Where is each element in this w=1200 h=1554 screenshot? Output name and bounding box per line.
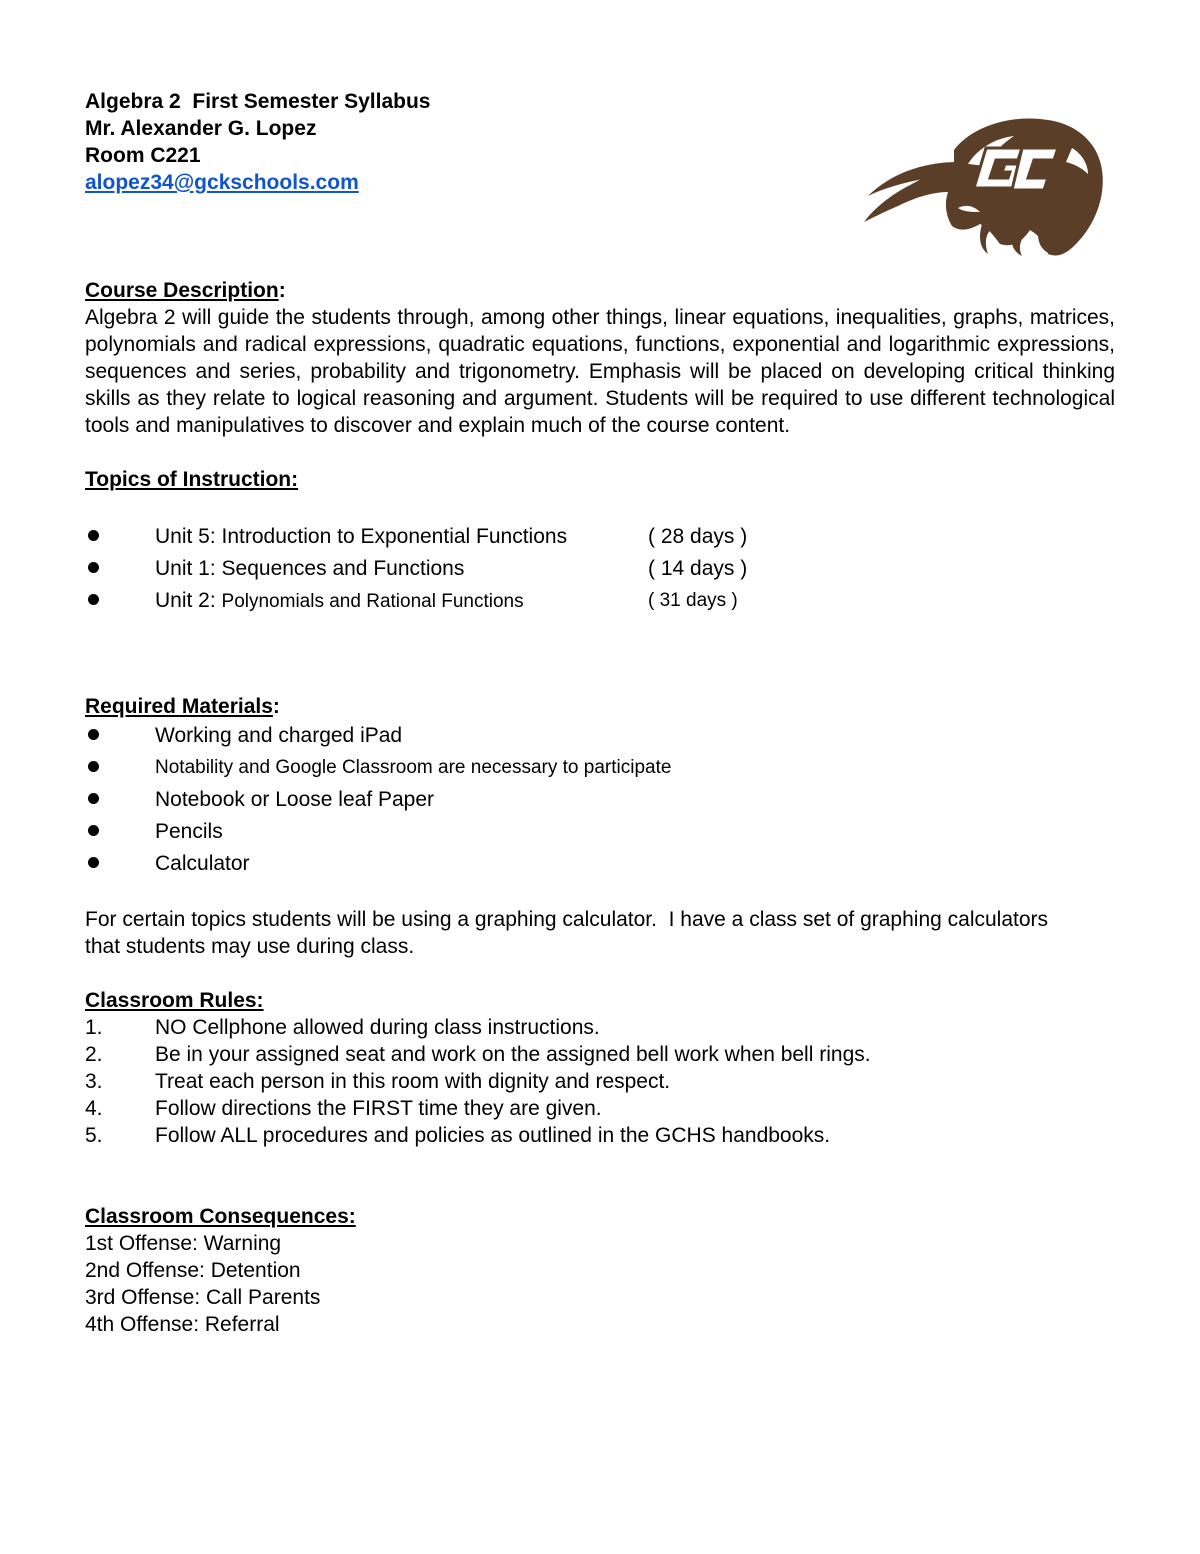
course-description-body: Algebra 2 will guide the students through, among other things, linear equations, inequalities, graphs, matrices, polynomials and radical expressions, quadratic equations, functions, exponential and logarithmic expressions, sequences and series, probability and trigonometry. Emphasis will be placed on developing critical thinking skills as they relate to logical reasoning and argument. Students will be required to use different technological tools and manipulatives to discover and explain much of the course content. <box>85 306 1115 437</box>
calculator-note: For certain topics students will be using a graphing calculator. I have a class set of graphing calculators that students may use during class. <box>85 908 1054 958</box>
course-description-section: Course Description: Algebra 2 will guide the students through, among other things, linear equations, inequalities, graphs, matrices, polynomials and radical expressions, quadratic equations, functions, exponential and logarithmic expressions, sequences and series, probability and trigonometry. Emphasis will be placed on developing critical thinking skills as they relate to logical reasoning and argument. Students will be required to use different technological tools and manipulatives to discover and explain much of the course content. <box>85 279 1115 437</box>
course-description-heading: Course Description <box>85 279 279 302</box>
material-item: Pencils <box>85 816 1115 848</box>
rule-item: 4. Follow directions the FIRST time they are given. <box>85 1097 602 1120</box>
topics-list <box>85 521 1115 617</box>
material-item: Notability and Google Classroom are necessary to participate <box>85 752 1115 784</box>
consequences-heading: Classroom Consequences: <box>85 1205 356 1228</box>
materials-list <box>85 720 1115 880</box>
rule-item: 5. Follow ALL procedures and policies as outlined in the GCHS handbooks. <box>85 1124 831 1147</box>
rule-item: 1. NO Cellphone allowed during class instructions. <box>85 1016 600 1039</box>
topic-item: Unit 5: Introduction to Exponential Functions ( 28 days ) <box>85 521 1115 553</box>
material-item: Notebook or Loose leaf Paper <box>85 784 1115 816</box>
topic-duration: ( 28 days ) <box>648 525 748 548</box>
consequence-item: 1st Offense: Warning <box>85 1232 282 1255</box>
topics-heading: Topics of Instruction <box>85 468 292 491</box>
consequence-item: 2nd Offense: Detention <box>85 1259 301 1282</box>
consequences-section <box>85 1203 1115 1338</box>
rules-section <box>85 987 1115 1149</box>
consequence-item: 3rd Offense: Call Parents <box>85 1286 321 1309</box>
topic-duration: ( 31 days ) <box>648 590 738 611</box>
rules-heading: Classroom Rules: <box>85 989 264 1012</box>
rule-item: 2. Be in your assigned seat and work on the assigned bell work when bell rings. <box>85 1043 871 1066</box>
material-item: Calculator <box>85 848 1115 880</box>
document-title: Algebra 2 First Semester Syllabus <box>85 90 431 113</box>
material-item: Working and charged iPad <box>85 720 1115 752</box>
topic-duration: ( 14 days ) <box>648 557 748 580</box>
topic-item: Unit 2: Polynomials and Rational Functions ( 31 days ) <box>85 585 1115 617</box>
rules-list <box>85 1014 1115 1149</box>
room-number: Room C221 <box>85 144 201 167</box>
materials-heading: Required Materials <box>85 695 273 718</box>
consequence-item: 4th Offense: Referral <box>85 1313 280 1336</box>
consequences-list <box>85 1230 1115 1338</box>
email-link[interactable]: alopez34@gckschools.com <box>85 171 359 194</box>
teacher-name: Mr. Alexander G. Lopez <box>85 117 317 140</box>
materials-section: Required Materials: Working and charged iPad Notability and Google Classroom are necessary to participate Notebook or Loose leaf Paper Pencils Calculator For certain topics students will be using a graphing calculator. I have a class set of graphing calculators that students may use during class. <box>85 693 1115 960</box>
syllabus-page <box>85 88 1115 1338</box>
topics-section: Topics of Instruction: Unit 5: Introduction to Exponential Functions ( 28 days ) Unit 1: Sequences and Functions ( 14 days ) Unit 2: Polynomials and Rational Functions ( 31 days ) <box>85 466 1115 617</box>
header-block <box>85 88 1115 196</box>
rule-item: 3. Treat each person in this room with dignity and respect. <box>85 1070 671 1093</box>
topic-item: Unit 1: Sequences and Functions ( 14 days ) <box>85 553 1115 585</box>
